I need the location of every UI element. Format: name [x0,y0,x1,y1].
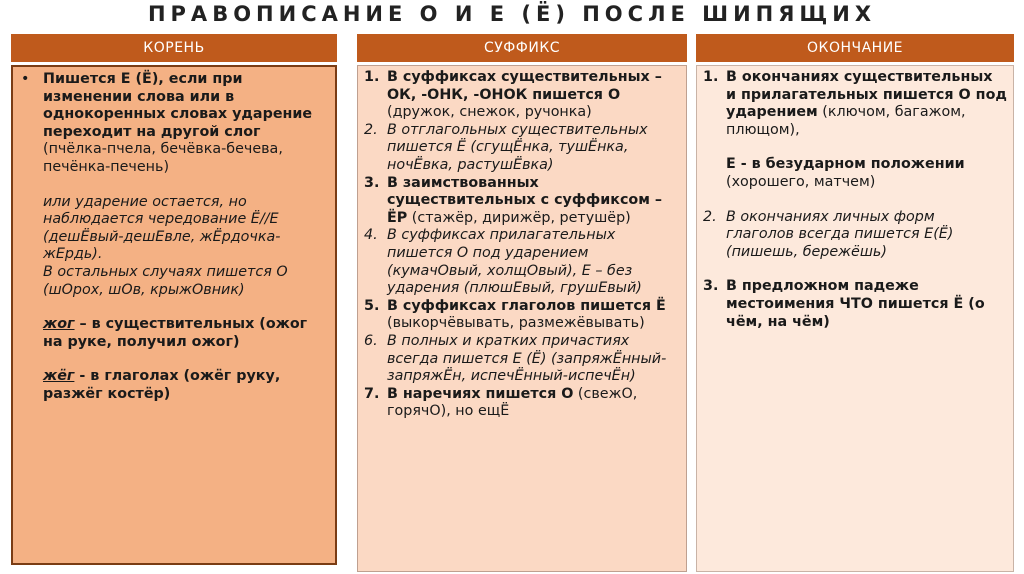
suffix-item-rule: В суффиксах глаголов пишется Ё [387,297,666,314]
root-rule-1-examples: (пчёлка-пчела, бечёвка-бечева, печёнка-печень) [43,141,283,175]
zheg-desc: - в глаголах (ожёг руку, разжёг костёр) [43,368,281,402]
root-bullet-item [21,71,327,299]
suffix-item [364,69,680,122]
suffix-column [357,34,687,572]
ending-column [696,34,1014,572]
ending-item [703,278,1007,331]
suffix-item-rule: В полных и кратких причастиях всегда пишется Е (Ё) (запряжЁнный-запряжЁн, испечЁнный-испечЁн) [387,332,667,385]
suffix-item [364,386,680,421]
suffix-body [357,65,687,572]
suffix-item [364,227,680,297]
ending-item-rule: В окончаниях личных форм глаголов всегда пишется Е(Ё) (пишешь, бережёшь) [726,208,954,260]
root-rule-3: В остальных случаях пишется О (шОрох, шОв, крыжОвник) [43,263,288,298]
item-number: 5. [364,297,380,314]
root-bullet-content [43,71,327,299]
ending-item-examples: (о чём, на чём) [726,295,985,330]
item-number: 7. [364,385,380,402]
ending-item [703,209,1007,262]
ending-body [696,65,1014,572]
suffix-item-rule: В заимствованных существительных с суффиксом –ЁР [387,174,663,226]
page-title: ПРАВОПИСАНИЕ О И Е (Ё) ПОСЛЕ ШИПЯЩИХ [147,2,877,26]
item-number: 6. [364,332,378,349]
root-zhog-text [43,316,327,351]
suffix-item [364,175,680,228]
suffix-item-rule: В суффиксах существительных –ОК, -ОНК, -ОНОК пишется О [387,69,662,103]
zhog-desc: – в существительных (ожог на руке, получил ожог) [43,316,308,350]
suffix-item-rule: В суффиксах прилагательных пишется О под ударением (кумачОвый, холщОвый), Е – без ударения (плюшЕвый, грушЕвый) [387,227,642,297]
suffix-item-examples: (выкорчёвывать, размежёвывать) [387,315,645,332]
root-zheg-text [43,368,327,403]
root-header: КОРЕНЬ [11,34,337,62]
suffix-item-rule: В наречиях пишется О [387,385,574,402]
suffix-item [364,298,680,333]
root-rule-1-bold: Пишется Е (Ё), если при изменении слова или в однокоренных словах ударение переходит на другой слог [43,71,313,140]
item-number: 2. [703,208,717,225]
suffix-header: СУФФИКС [357,34,687,62]
item-number: 2. [364,121,378,138]
ending-item-rule: В окончаниях существительных и прилагательных пишется О под ударением [726,69,1007,121]
item-number: 1. [703,69,719,85]
suffix-item-rule: В отглагольных существительных пишется Ё (сгущЁнка, тушЁнка, ночЁвка, растушЁвка) [387,121,648,173]
zheg-word: жёг [43,368,75,385]
root-column [11,34,337,565]
suffix-item-examples: (дружок, снежок, ручонка) [387,104,592,121]
ending-item [703,69,1007,192]
item-number: 3. [364,174,380,191]
suffix-item [364,122,680,175]
ending-header: ОКОНЧАНИЕ [696,34,1014,62]
root-zheg-item [21,368,327,403]
ending-item-examples-2: (хорошего, матчем) [726,173,876,190]
ending-item-rule-2: Е - в безударном положении [726,156,965,173]
ending-item-examples: (ключом, багажом, плющом), [726,104,966,138]
root-rule-1 [43,71,327,177]
item-number: 3. [703,278,719,295]
item-number: 1. [364,69,380,85]
root-zhog-item [21,316,327,351]
item-number: 4. [364,227,378,244]
suffix-item-examples: (стажёр, дирижёр, ретушёр) [407,209,631,226]
root-body [11,65,337,565]
zhog-word: жог [43,316,75,333]
ending-item-rule: В предложном падеже местоимения ЧТО пишется Ё [726,278,964,312]
suffix-item-examples: (свежО, горячО), но ещЁ [387,385,638,420]
root-rule-2: или ударение остается, но наблюдается чередование Ё//Е (дешЁвый-дешЕвле, жЁрдочка-жЕрдь). [43,193,281,263]
bullet-marker: • [21,71,30,87]
suffix-item [364,333,680,386]
